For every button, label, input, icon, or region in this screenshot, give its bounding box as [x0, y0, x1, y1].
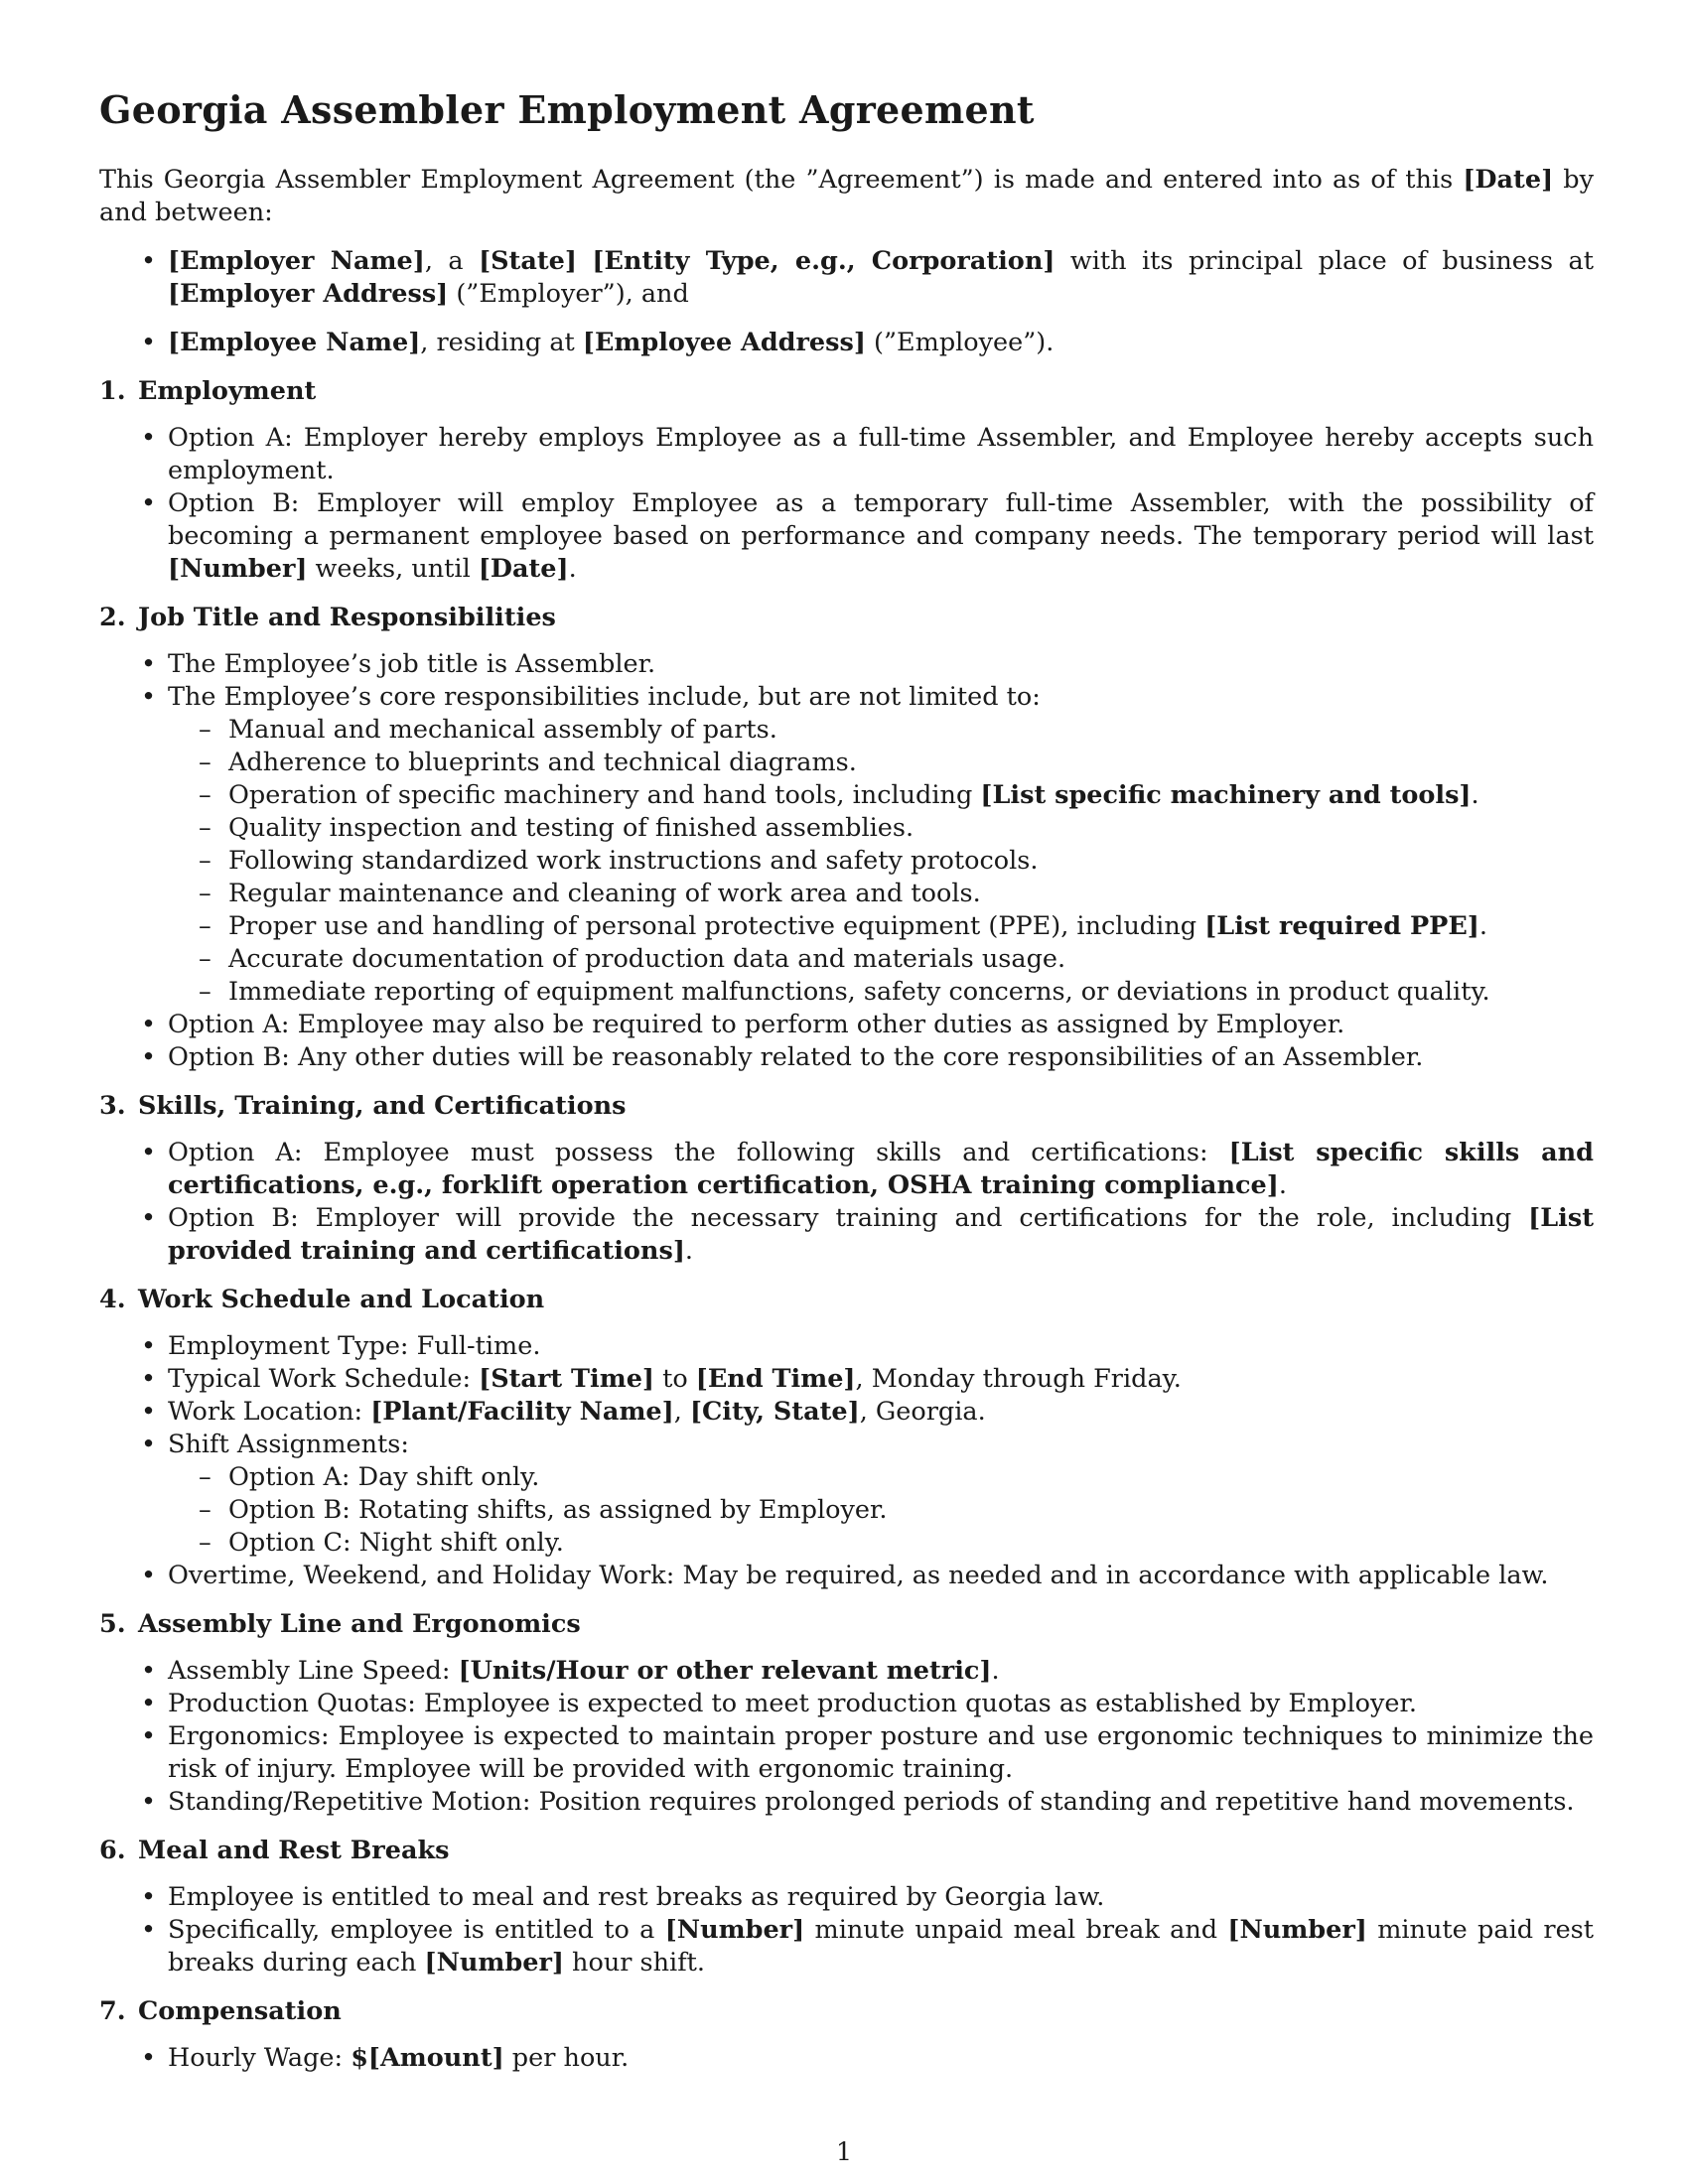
- sub-list-item: – Manual and mechanical assembly of parts.: [168, 714, 1594, 747]
- list-item: • Ergonomics: Employee is expected to maintain proper posture and use ergonomic techniques to minimize the risk of injury. Employee will be provided with ergonomic training.: [99, 1720, 1594, 1786]
- text: , a: [424, 246, 480, 276]
- text: Option B: Employer will provide the necessary training and certifications for the role, including: [168, 1203, 1529, 1233]
- sub-list-item: – Option B: Rotating shifts, as assigned by Employer.: [168, 1494, 1594, 1527]
- sub-list: [168, 1461, 1594, 1560]
- sub-list-item: [168, 779, 1594, 812]
- section-title: Skills, Training, and Certifications: [138, 1091, 627, 1121]
- list-item: [99, 1655, 1594, 1688]
- sub-list-item: – Quality inspection and testing of finished assemblies.: [168, 812, 1594, 845]
- section-number: 1.: [99, 376, 126, 406]
- text: The Employee’s core responsibilities include, but are not limited to:: [168, 682, 1041, 712]
- intro-paragraph: [99, 164, 1594, 229]
- section-list: [99, 1881, 1594, 1979]
- text: to: [653, 1364, 696, 1394]
- text: Option B: Employer will employ Employee as a temporary full-time Assembler, with the possibility of becoming a permanent employee based on performance and company needs. The temporary period will last: [168, 488, 1594, 551]
- employer-name-placeholder: [Employer Name]: [168, 246, 425, 276]
- section-heading: [99, 1284, 1594, 1316]
- section-list: [99, 1330, 1594, 1592]
- date-placeholder: [Date]: [1463, 165, 1554, 195]
- list-item: • Option A: Employer hereby employs Employee as a full-time Assembler, and Employee hereby accepts such employment.: [99, 422, 1594, 487]
- text: Proper use and handling of personal protective equipment (PPE), including: [228, 911, 1205, 941]
- text: weeks, until: [307, 554, 479, 584]
- text: Typical Work Schedule:: [168, 1364, 480, 1394]
- text: Option A: Employee must possess the following skills and certifications:: [168, 1138, 1229, 1167]
- section-number: 7.: [99, 1996, 126, 2026]
- page-number: 1: [835, 2137, 853, 2167]
- sub-list-item: [168, 910, 1594, 943]
- section-list: [99, 422, 1594, 586]
- amount-placeholder: $[Amount]: [351, 2043, 504, 2073]
- list-item: • Standing/Repetitive Motion: Position requires prolonged periods of standing and repetitive hand movements.: [99, 1786, 1594, 1819]
- sub-list-item: – Accurate documentation of production data and materials usage.: [168, 943, 1594, 976]
- text: Hourly Wage:: [168, 2043, 352, 2073]
- list-item: • Option B: Any other duties will be reasonably related to the core responsibilities of an Assembler.: [99, 1041, 1594, 1074]
- section-title: Job Title and Responsibilities: [138, 603, 556, 632]
- text: Operation of specific machinery and hand tools, including: [228, 780, 981, 810]
- section-employment: [99, 375, 1594, 586]
- employee-name-placeholder: [Employee Name]: [168, 328, 421, 357]
- text: minute unpaid meal break and: [804, 1915, 1228, 1945]
- list-item: • Employee is entitled to meal and rest breaks as required by Georgia law.: [99, 1881, 1594, 1914]
- text: Specifically, employee is entitled to a: [168, 1915, 665, 1945]
- section-breaks: [99, 1835, 1594, 1979]
- text: per hour.: [503, 2043, 630, 2073]
- text: .: [1478, 911, 1487, 941]
- section-heading: [99, 375, 1594, 408]
- sub-list: [168, 714, 1594, 1009]
- parties-list: [99, 245, 1594, 359]
- section-assembly-line: [99, 1608, 1594, 1819]
- list-item: • Option A: Employee may also be required to perform other duties as assigned by Employer.: [99, 1009, 1594, 1041]
- section-number: 5.: [99, 1609, 126, 1639]
- section-number: 4.: [99, 1285, 126, 1314]
- intro-text: This Georgia Assembler Employment Agreement (the ”Agreement”) is made and entered into as of this: [99, 165, 1464, 195]
- text: .: [568, 554, 577, 584]
- section-job-title: [99, 602, 1594, 1074]
- sub-list-item: – Following standardized work instructions and safety protocols.: [168, 845, 1594, 878]
- list-item: [99, 1363, 1594, 1396]
- number-placeholder: [Number]: [664, 1915, 805, 1945]
- sub-list-item: – Option A: Day shift only.: [168, 1461, 1594, 1494]
- section-number: 3.: [99, 1091, 126, 1121]
- sub-list-item: – Option C: Night shift only.: [168, 1527, 1594, 1560]
- ppe-placeholder: [List required PPE]: [1204, 911, 1479, 941]
- list-item: [99, 1429, 1594, 1560]
- section-list: [99, 1137, 1594, 1268]
- list-item: [99, 1914, 1594, 1979]
- text: .: [1278, 1170, 1287, 1200]
- list-item: [99, 2042, 1594, 2075]
- section-heading: [99, 1090, 1594, 1123]
- text: , Monday through Friday.: [855, 1364, 1182, 1394]
- start-time-placeholder: [Start Time]: [479, 1364, 654, 1394]
- list-item: [99, 1396, 1594, 1429]
- line-speed-placeholder: [Units/Hour or other relevant metric]: [458, 1656, 992, 1686]
- list-item: • The Employee’s job title is Assembler.: [99, 648, 1594, 681]
- text: .: [1471, 780, 1479, 810]
- state-placeholder: [State]: [479, 246, 577, 276]
- text: [577, 246, 592, 276]
- entity-type-placeholder: [Entity Type, e.g., Corporation]: [592, 246, 1055, 276]
- party-employee: [99, 327, 1594, 359]
- section-title: Compensation: [138, 1996, 342, 2026]
- text: Work Location:: [168, 1397, 371, 1427]
- list-item: • Overtime, Weekend, and Holiday Work: May be required, as needed and in accordance with applicable law.: [99, 1560, 1594, 1592]
- section-heading: [99, 1608, 1594, 1641]
- text: , residing at: [420, 328, 583, 357]
- sub-list-item: – Regular maintenance and cleaning of work area and tools.: [168, 878, 1594, 910]
- text: .: [991, 1656, 1000, 1686]
- section-work-schedule: [99, 1284, 1594, 1592]
- machinery-placeholder: [List specific machinery and tools]: [980, 780, 1472, 810]
- employer-address-placeholder: [Employer Address]: [168, 279, 449, 309]
- section-heading: [99, 1835, 1594, 1867]
- date-placeholder: [Date]: [478, 554, 569, 584]
- text: Shift Assignments:: [168, 1430, 409, 1459]
- section-title: Employment: [138, 376, 317, 406]
- number-placeholder: [Number]: [424, 1948, 564, 1978]
- sub-list-item: – Immediate reporting of equipment malfunctions, safety concerns, or deviations in product quality.: [168, 976, 1594, 1009]
- list-item: • Production Quotas: Employee is expected to meet production quotas as established by Employer.: [99, 1688, 1594, 1720]
- text: Assembly Line Speed:: [168, 1656, 459, 1686]
- section-number: 6.: [99, 1836, 126, 1865]
- section-title: Assembly Line and Ergonomics: [138, 1609, 581, 1639]
- section-list: [99, 1655, 1594, 1819]
- section-skills: [99, 1090, 1594, 1268]
- employee-address-placeholder: [Employee Address]: [582, 328, 866, 357]
- sub-list-item: – Adherence to blueprints and technical diagrams.: [168, 747, 1594, 779]
- skills-placeholder: [List specific skills and certifications, e.g., forklift operation certification, OSHA training compliance]: [168, 1138, 1594, 1200]
- end-time-placeholder: [End Time]: [695, 1364, 856, 1394]
- number-placeholder: [Number]: [168, 554, 308, 584]
- number-placeholder: [Number]: [1227, 1915, 1367, 1945]
- section-number: 2.: [99, 603, 126, 632]
- section-compensation: [99, 1995, 1594, 2075]
- plant-placeholder: [Plant/Facility Name]: [370, 1397, 674, 1427]
- city-state-placeholder: [City, State]: [689, 1397, 860, 1427]
- list-item: [99, 1137, 1594, 1202]
- section-list: [99, 2042, 1594, 2075]
- section-list: [99, 648, 1594, 1074]
- section-title: Meal and Rest Breaks: [138, 1836, 450, 1865]
- intro-text: by and between:: [99, 165, 1595, 227]
- training-placeholder: [List provided training and certifications]: [168, 1203, 1594, 1266]
- text: (”Employee”).: [865, 328, 1055, 357]
- text: ,: [673, 1397, 690, 1427]
- text: hour shift.: [563, 1948, 706, 1978]
- list-item: • Employment Type: Full-time.: [99, 1330, 1594, 1363]
- list-item: [99, 681, 1594, 1009]
- document-title: Georgia Assembler Employment Agreement: [99, 87, 1035, 132]
- text: minute paid rest breaks during each: [168, 1915, 1595, 1978]
- text: .: [684, 1236, 693, 1266]
- section-heading: [99, 602, 1594, 634]
- section-heading: [99, 1995, 1594, 2028]
- list-item: [99, 1202, 1594, 1268]
- list-item: [99, 487, 1594, 586]
- text: (”Employer”), and: [448, 279, 689, 309]
- text: , Georgia.: [859, 1397, 986, 1427]
- text: with its principal place of business at: [1055, 246, 1594, 276]
- section-title: Work Schedule and Location: [138, 1285, 545, 1314]
- party-employer: [99, 245, 1594, 311]
